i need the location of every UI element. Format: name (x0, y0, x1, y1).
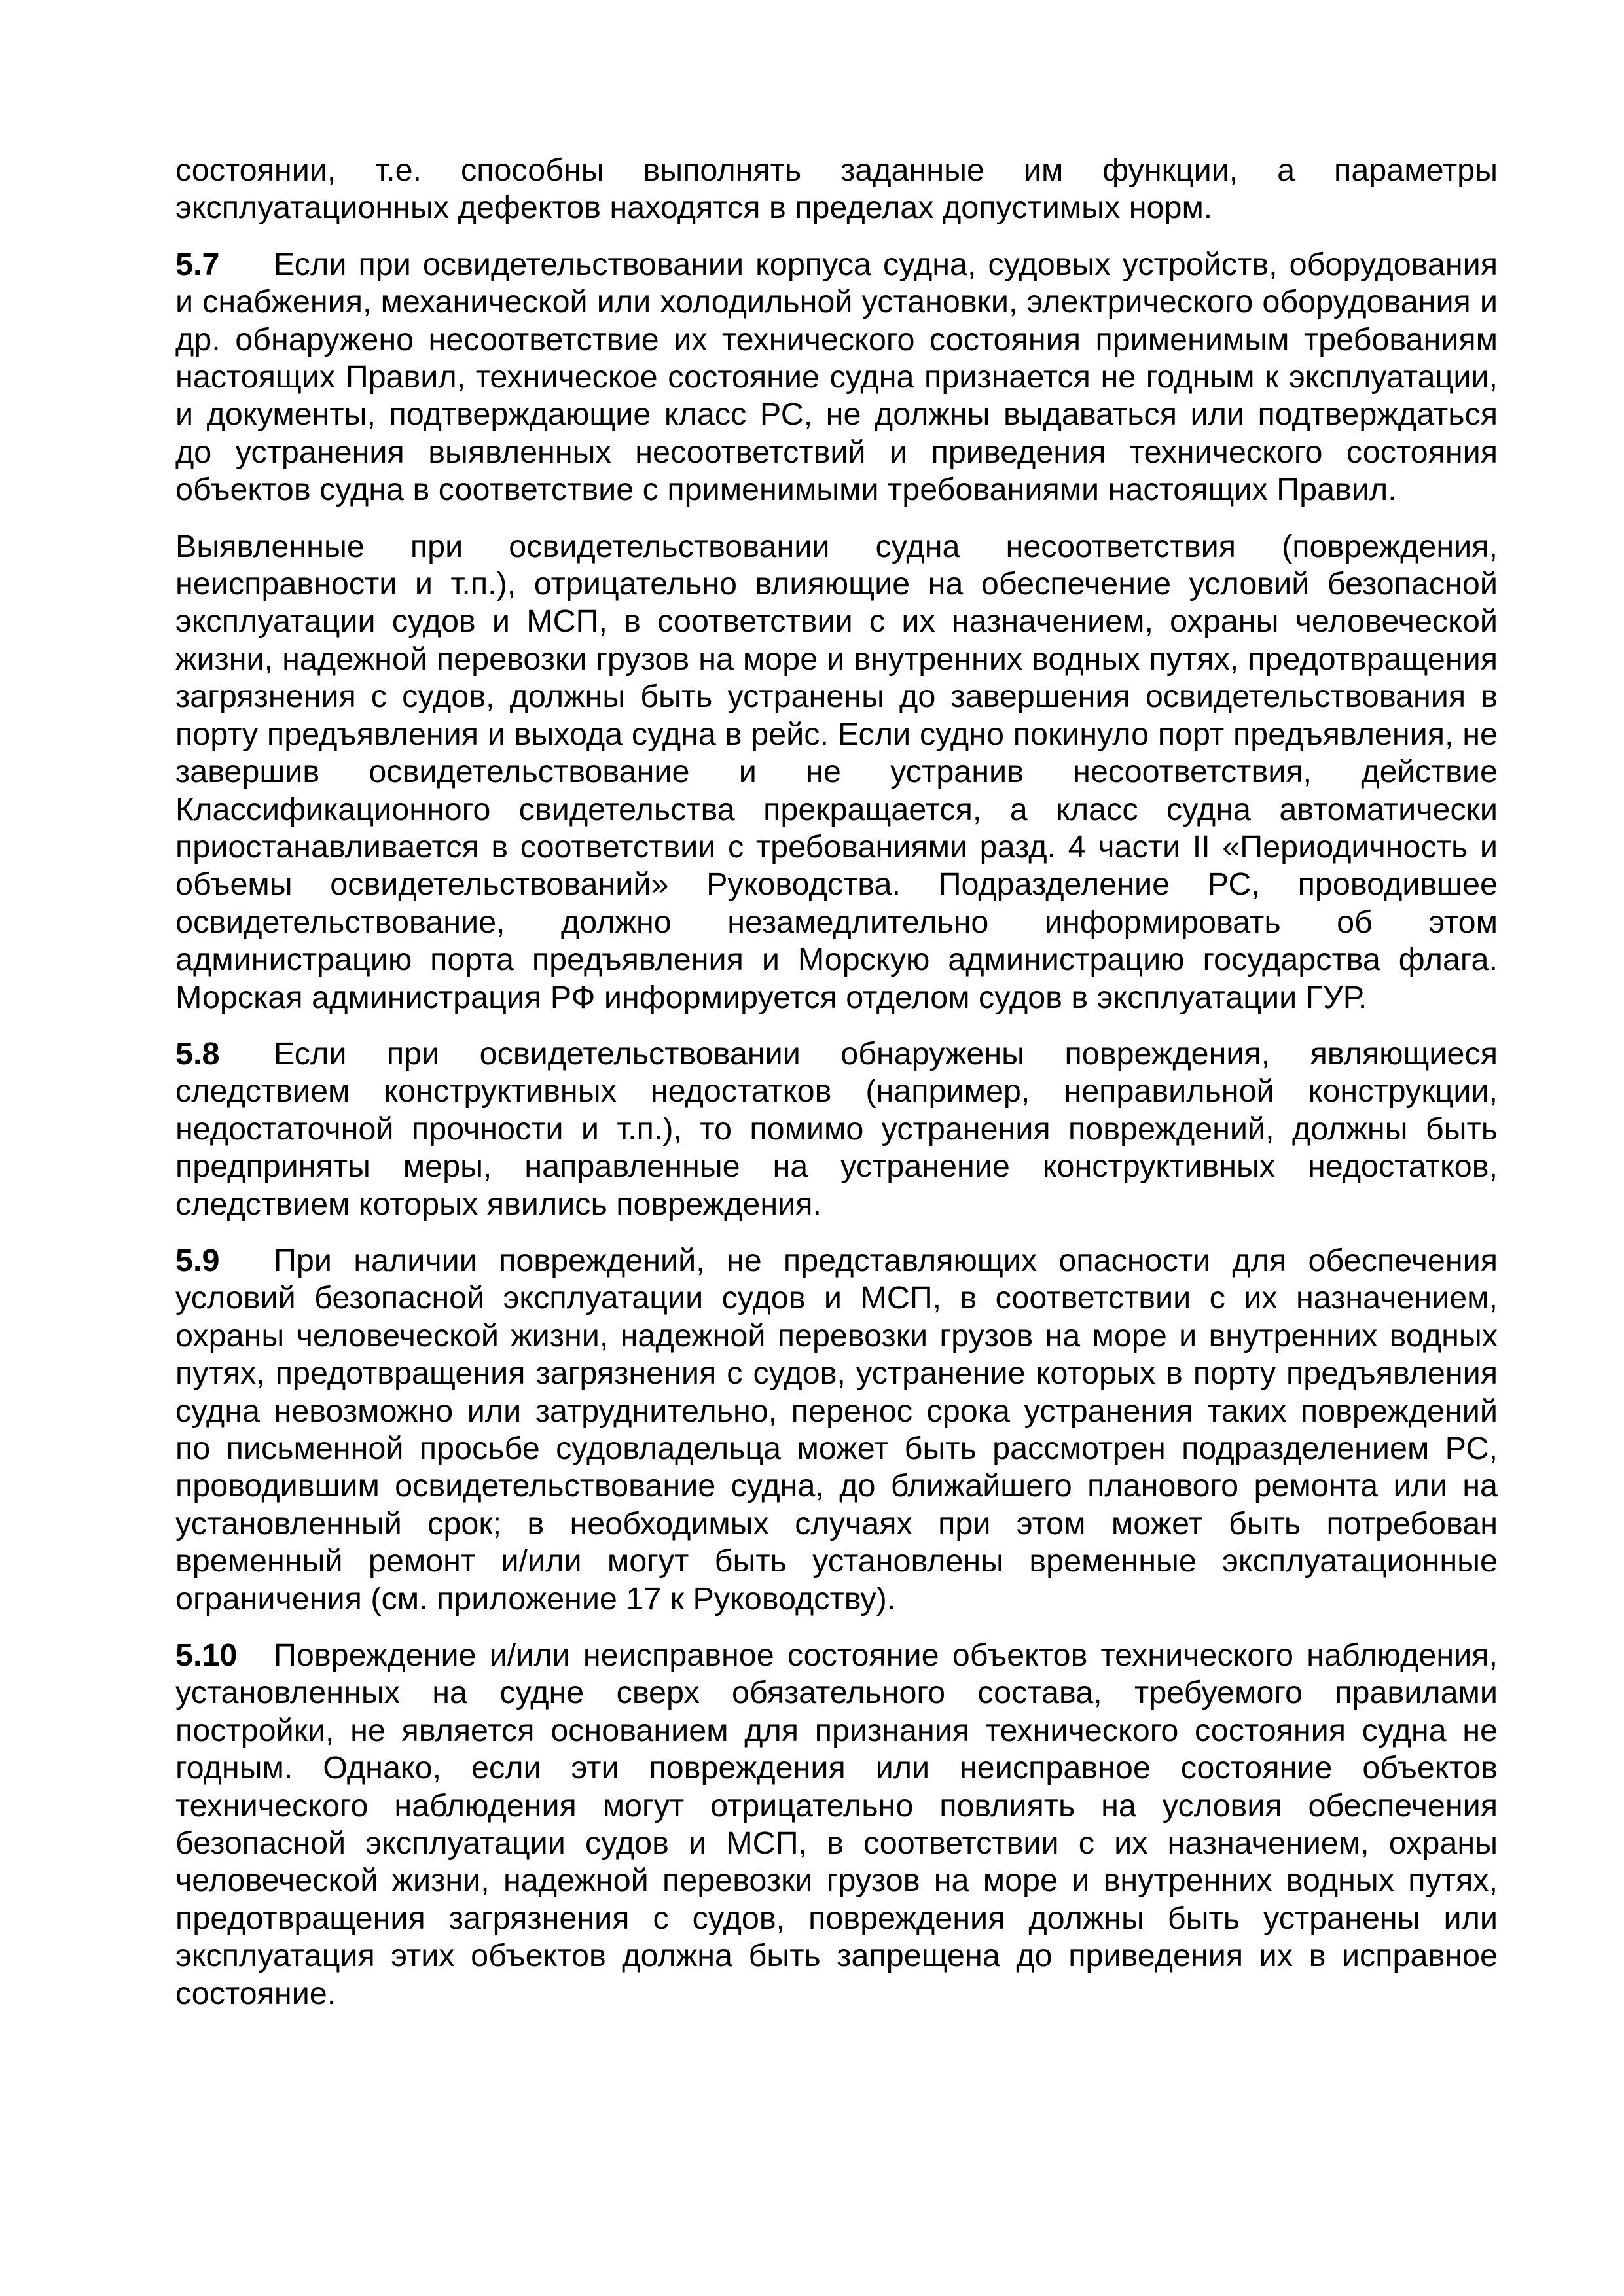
section-number: 5.7 (175, 246, 220, 282)
paragraph-5-8 (175, 1035, 1498, 1223)
paragraph-continuation (175, 152, 1498, 227)
paragraph-text: Выявленные при освидетельствовании судна несоответствия (повреждения, неисправности и т.п.), отрицательно влияющие на обеспечение условий безопасной эксплуатации судов и МСП, в соответствии с их назначением, охраны человеческой жизни, надежной перевозки грузов на море и внутренних водных путях, предотвращения загрязнения с судов, должны быть устранены до завершения освидетельствования в порту предъявления и выхода судна в рейс. Если судно покинуло порт предъявления, не завершив освидетельствование и не устранив несоответствия, действие Классификационного свидетельства прекращается, а класс судна автоматически приостанавливается в соответствии с требованиями разд. 4 части II «Периодичность и объемы освидетельствований» Руководства. Подразделение РС, проводившее освидетельствование, должно незамедлительно информировать об этом администрацию порта предъявления и Морскую администрацию государства флага. Морская администрация РФ информируется отделом судов в эксплуатации ГУР. (175, 528, 1498, 1015)
section-number: 5.10 (175, 1638, 238, 1674)
section-number: 5.9 (175, 1242, 220, 1278)
paragraph-5-9 (175, 1242, 1498, 1618)
paragraph-5-10 (175, 1637, 1498, 2013)
paragraph-text: Повреждение и/или неисправное состояние объектов технического наблюдения, установленных на судне сверх обязательного состава, требуемого правилами постройки, не является основанием для признания технического состояния судна не годным. Однако, если эти повреждения или неисправное состояние объектов технического наблюдения могут отрицательно повлиять на условия обеспечения безопасной эксплуатации судов и МСП, в соответствии с их назначением, охраны человеческой жизни, надежной перевозки грузов на море и внутренних водных путях, предотвращения загрязнения с судов, повреждения должны быть устранены или эксплуатация этих объектов должна быть запрещена до приведения их в исправное состояние. (175, 1638, 1498, 2011)
paragraph-text: Если при освидетельствовании обнаружены повреждения, являющиеся следствием конструктивных недостатков (например, неправильной конструкции, недостаточной прочности и т.п.), то помимо устранения повреждений, должны быть предприняты меры, направленные на устранение конструктивных недостатков, следствием которых явились повреждения. (175, 1035, 1498, 1222)
section-number: 5.8 (175, 1035, 220, 1071)
paragraph-5-7 (175, 246, 1498, 509)
paragraph-text: Если при освидетельствовании корпуса судна, судовых устройств, оборудования и снабжения, механической или холодильной установки, электрического оборудования и др. обнаружено несоответствие их технического состояния применимым требованиям настоящих Правил, техническое состояние судна признается не годным к эксплуатации, и документы, подтверждающие класс РС, не должны выдаваться или подтверждаться до устранения выявленных несоответствий и приведения технического состояния объектов судна в соответствие с применимыми требованиями настоящих Правил. (175, 246, 1498, 508)
paragraph-5-7-continued (175, 528, 1498, 1016)
document-page (175, 152, 1498, 2032)
paragraph-text: состоянии, т.е. способны выполнять заданные им функции, а параметры эксплуатационных дефектов находятся в пределах допустимых норм. (175, 152, 1498, 226)
paragraph-text: При наличии повреждений, не представляющих опасности для обеспечения условий безопасной эксплуатации судов и МСП, в соответствии с их назначением, охраны человеческой жизни, надежной перевозки грузов на море и внутренних водных путях, предотвращения загрязнения с судов, устранение которых в порту предъявления судна невозможно или затруднительно, перенос срока устранения таких повреждений по письменной просьбе судовладельца может быть рассмотрен подразделением РС, проводившим освидетельствование судна, до ближайшего планового ремонта или на установленный срок; в необходимых случаях при этом может быть потребован временный ремонт и/или могут быть установлены временные эксплуатационные ограничения (см. приложение 17 к Руководству). (175, 1242, 1498, 1617)
